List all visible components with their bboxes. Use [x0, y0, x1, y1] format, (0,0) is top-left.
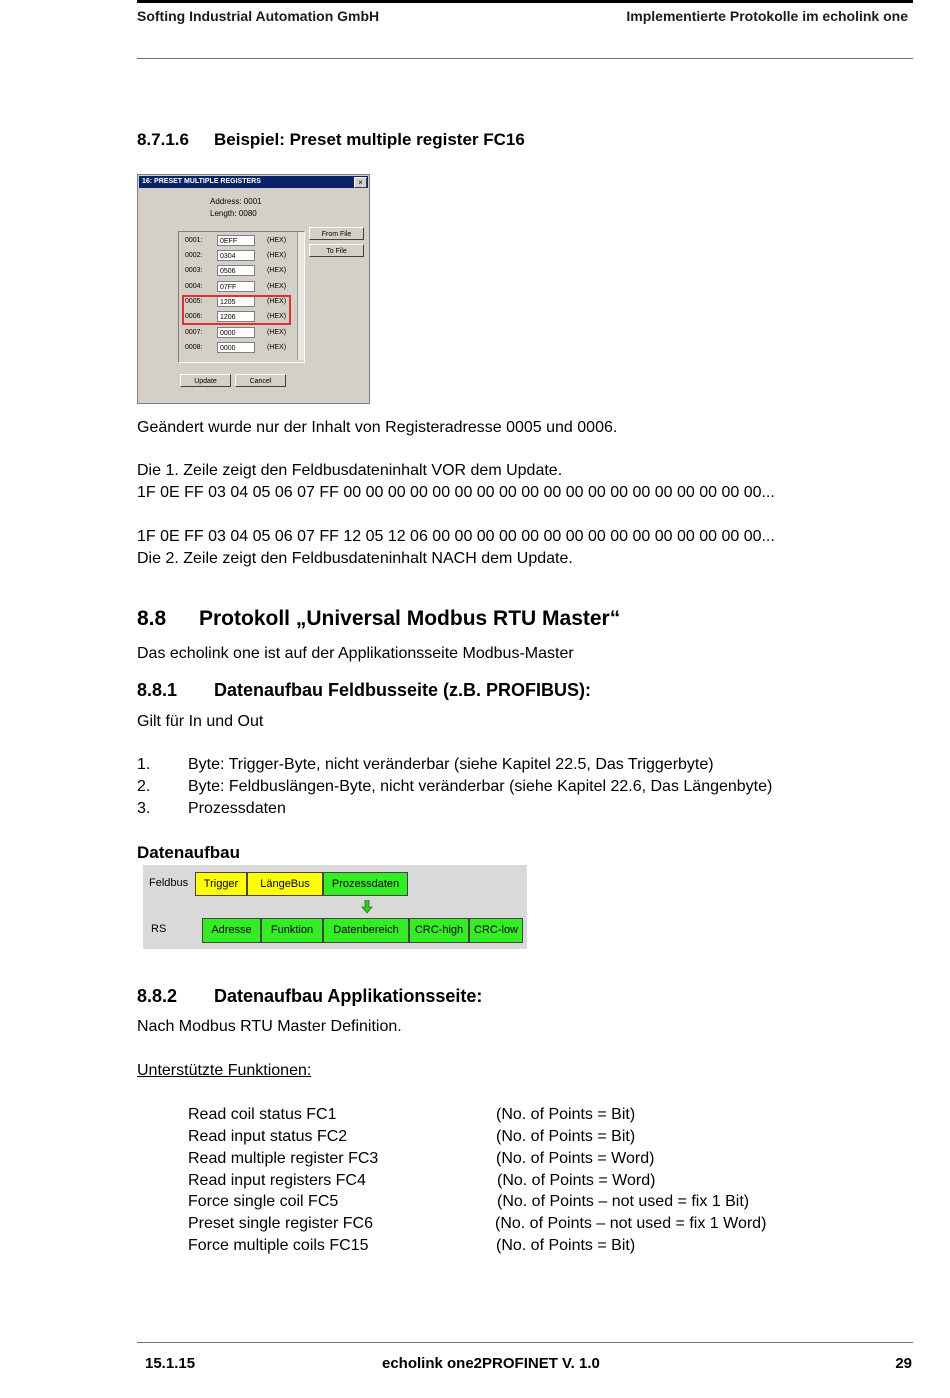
adresse-cell: Adresse [202, 918, 261, 943]
register-address: 0008: [185, 344, 203, 351]
funktion-cell: Funktion [261, 918, 323, 943]
footer-rule [137, 1342, 913, 1343]
datenaufbau-diagram [143, 865, 527, 949]
register-value-input[interactable]: 0000 [217, 342, 255, 353]
line2-description: Die 2. Zeile zeigt den Feldbusdateninhalt NACH dem Update. [137, 550, 573, 567]
arrow-down-icon [361, 900, 373, 914]
register-address: 0005: [185, 298, 203, 305]
to-file-button[interactable]: To File [309, 244, 364, 257]
from-file-button[interactable]: From File [309, 227, 364, 240]
section-882-text: Nach Modbus RTU Master Definition. [137, 1018, 402, 1035]
list-item-number: 1. [137, 756, 151, 773]
section-title-882: Datenaufbau Applikationsseite: [214, 986, 483, 1006]
register-value-input[interactable]: 07FF [217, 281, 255, 292]
footer-product: echolink one2PROFINET V. 1.0 [382, 1355, 600, 1372]
header-top-rule [137, 0, 913, 3]
function-name: Read input status FC2 [188, 1128, 348, 1145]
register-unit: (HEX) [267, 267, 287, 274]
laengebus-cell: LängeBus [247, 872, 323, 896]
section-number-8716: 8.7.1.6 [137, 130, 189, 149]
section-title-881: Datenaufbau Feldbusseite (z.B. PROFIBUS): [214, 680, 592, 700]
section-88-text: Das echolink one ist auf der Applikationsseite Modbus-Master [137, 645, 574, 662]
section-number-882: 8.8.2 [137, 986, 178, 1006]
register-value-input[interactable]: 1206 [217, 311, 255, 322]
list-item-number: 3. [137, 800, 151, 817]
update-button[interactable]: Update [180, 374, 231, 387]
function-points: (No. of Points = Word) [496, 1150, 655, 1167]
section-title-88: Protokoll „Universal Modbus RTU Master“ [199, 607, 621, 630]
header-company: Softing Industrial Automation GmbH [137, 8, 380, 24]
function-name: Read multiple register FC3 [188, 1150, 379, 1167]
preset-registers-dialog [137, 174, 370, 404]
function-points: (No. of Points = Bit) [496, 1128, 636, 1145]
register-address: 0006: [185, 313, 203, 320]
rs-label: RS [151, 923, 167, 935]
register-value-input[interactable]: 0506 [217, 265, 255, 276]
register-unit: (HEX) [267, 252, 287, 259]
section-881-text: Gilt für In und Out [137, 713, 264, 730]
function-name: Force single coil FC5 [188, 1193, 339, 1210]
feldbus-label: Feldbus [149, 877, 189, 889]
function-name: Preset single register FC6 [188, 1215, 373, 1232]
section-title-8716: Beispiel: Preset multiple register FC16 [214, 130, 525, 149]
cancel-button[interactable]: Cancel [235, 374, 286, 387]
register-address: 0004: [185, 283, 203, 290]
header-rule [137, 58, 913, 59]
trigger-cell: Trigger [195, 872, 247, 896]
register-address: 0003: [185, 267, 203, 274]
register-address: 0007: [185, 329, 203, 336]
register-unit: (HEX) [267, 237, 287, 244]
function-points: (No. of Points = Bit) [496, 1106, 636, 1123]
prozessdaten-cell: Prozessdaten [323, 872, 408, 896]
register-value-input[interactable]: 0EFF [217, 235, 255, 246]
register-unit: (HEX) [267, 329, 287, 336]
register-value-input[interactable]: 1205 [217, 296, 255, 307]
page-number: 29 [895, 1355, 912, 1372]
section-number-88: 8.8 [137, 607, 167, 630]
register-scrollbar[interactable] [297, 232, 304, 360]
dialog-address: Address: 0001 [210, 197, 262, 206]
function-points: (No. of Points – not used = fix 1 Word) [495, 1215, 767, 1232]
section-number-881: 8.8.1 [137, 680, 178, 700]
supported-functions-label: Unterstützte Funktionen: [137, 1062, 312, 1079]
register-unit: (HEX) [267, 313, 287, 320]
list-item: Byte: Feldbuslängen-Byte, nicht veränderbar (siehe Kapitel 22.6, Das Längenbyte) [188, 778, 773, 795]
function-points: (No. of Points – not used = fix 1 Bit) [497, 1193, 750, 1210]
function-name: Read input registers FC4 [188, 1172, 366, 1189]
list-item-number: 2. [137, 778, 151, 795]
close-icon[interactable]: × [354, 177, 367, 188]
crc-low-cell: CRC-low [469, 918, 523, 943]
function-name: Read coil status FC1 [188, 1106, 337, 1123]
line2-data: 1F 0E FF 03 04 05 06 07 FF 12 05 12 06 00 00 00 00 00 00 00 00 00 00 00 00 00 00 00... [137, 528, 775, 545]
dialog-length: Length: 0080 [210, 209, 257, 218]
datenaufbau-label: Datenaufbau [137, 843, 240, 862]
function-name: Force multiple coils FC15 [188, 1237, 369, 1254]
crc-high-cell: CRC-high [409, 918, 469, 943]
line1-data: 1F 0E FF 03 04 05 06 07 FF 00 00 00 00 00 00 00 00 00 00 00 00 00 00 00 00 00 00 00... [137, 484, 775, 501]
changed-registers-highlight [182, 295, 291, 325]
datenbereich-cell: Datenbereich [323, 918, 409, 943]
header-chapter: Implementierte Protokolle im echolink one [626, 8, 908, 24]
footer-date: 15.1.15 [145, 1355, 196, 1372]
function-points: (No. of Points = Bit) [496, 1237, 636, 1254]
dialog-title: 16: PRESET MULTIPLE REGISTERS [139, 176, 368, 188]
function-points: (No. of Points = Word) [497, 1172, 656, 1189]
register-value-input[interactable]: 0000 [217, 327, 255, 338]
line1-description: Die 1. Zeile zeigt den Feldbusdateninhalt VOR dem Update. [137, 462, 563, 479]
list-item: Prozessdaten [188, 800, 286, 817]
register-unit: (HEX) [267, 298, 287, 305]
register-unit: (HEX) [267, 344, 287, 351]
register-address: 0001: [185, 237, 203, 244]
changed-text: Geändert wurde nur der Inhalt von Registeradresse 0005 und 0006. [137, 419, 618, 436]
list-item: Byte: Trigger-Byte, nicht veränderbar (siehe Kapitel 22.5, Das Triggerbyte) [188, 756, 714, 773]
register-value-input[interactable]: 0304 [217, 250, 255, 261]
register-address: 0002: [185, 252, 203, 259]
register-unit: (HEX) [267, 283, 287, 290]
